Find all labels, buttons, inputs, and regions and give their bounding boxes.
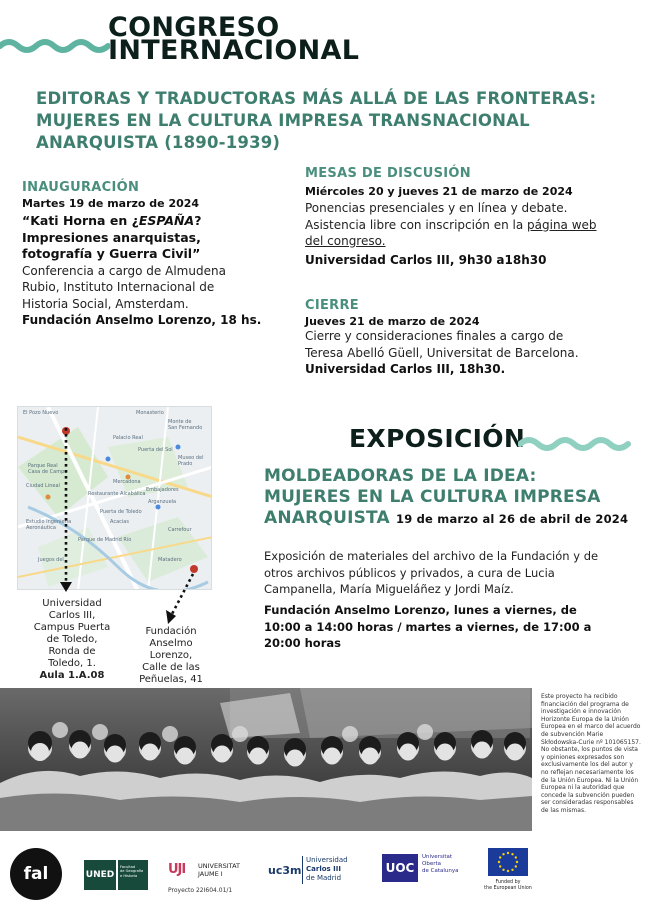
uji-name-line: UNIVERSITAT xyxy=(198,862,241,870)
uned-sub-line: e Historia xyxy=(120,873,138,878)
map-label: Ciudad Lineal xyxy=(26,483,60,489)
mesas-line-2-text: Asistencia libre con inscripción en la xyxy=(305,217,528,232)
expo-place-line: Fundación Anselmo Lorenzo, lunes a viernes, de xyxy=(264,603,577,617)
main-title xyxy=(36,88,626,154)
cierre-desc-2: Teresa Abelló Güell, Universitat de Barcelona. xyxy=(305,345,579,360)
uned-faculty xyxy=(118,860,148,890)
main-title-line-2: MUJERES EN LA CULTURA IMPRESA TRANSNACIONAL xyxy=(36,111,530,130)
uoc-logo-mark xyxy=(382,854,418,882)
expo-place-line: 10:00 a 14:00 horas / martes a viernes, de 17:00 a xyxy=(264,619,592,634)
fal-logo xyxy=(10,848,62,900)
eu-caption xyxy=(478,880,538,892)
uc3m-logo-mark: uc3m xyxy=(268,864,302,877)
uc3m-addr-line: de Toledo, xyxy=(46,634,98,645)
cierre-section xyxy=(305,298,635,378)
map-label: Estudio Ingeniería xyxy=(26,519,72,525)
inauguracion-description xyxy=(22,263,282,313)
decorative-wave-left xyxy=(0,36,110,56)
cierre-desc-1: Cierre y consideraciones finales a cargo de xyxy=(305,329,564,343)
mesas-section xyxy=(305,166,635,268)
uned-sub-line: Facultad xyxy=(120,865,136,869)
uoc-name-line: Universitat xyxy=(422,854,453,860)
exposicion-heading: EXPOSICIÓN xyxy=(349,424,526,453)
decorative-wave-right xyxy=(518,434,638,454)
main-title-line-1: EDITORAS Y TRADUCTORAS MÁS ALLÁ DE LAS FRONTERAS: xyxy=(36,89,597,108)
eu-flag-icon xyxy=(488,848,528,876)
map-label: Arganzuela xyxy=(148,499,177,505)
uc3m-divider xyxy=(302,856,303,884)
eu-stars-icon xyxy=(488,848,528,876)
fal-address xyxy=(132,626,210,686)
uc3m-addr-line: Universidad xyxy=(42,598,102,609)
logos-row xyxy=(0,840,648,906)
map-label: Museo del xyxy=(178,455,204,461)
map-label: Monte de xyxy=(168,419,192,425)
map-label: Acacias xyxy=(110,519,129,525)
uc3m-name-line: de Madrid xyxy=(306,874,342,882)
uc3m-logo-name xyxy=(306,856,348,883)
uned-sub-line: de Geografía xyxy=(120,869,144,874)
exposicion-place xyxy=(264,602,639,652)
uoc-name-line: de Catalunya xyxy=(422,868,459,874)
cierre-heading: CIERRE xyxy=(305,298,359,313)
map-label: Restaurante Alcabálica xyxy=(88,491,146,497)
inauguracion-section xyxy=(22,180,282,329)
mesas-place: Universidad Carlos III, 9h30 a18h30 xyxy=(305,252,547,267)
mesas-line-3 xyxy=(305,233,635,250)
expo-desc-line: Exposición de materiales del archivo de la Fundación y de xyxy=(264,549,599,563)
uc3m-room: Aula 1.A.08 xyxy=(39,670,105,681)
map-label: Parque Real xyxy=(28,463,58,469)
expo-desc-line: otros archivos públicos y privados, a cura de Lucia xyxy=(264,565,555,580)
uji-logo-mark: UJI xyxy=(168,862,186,877)
uji-name-line: JAUME I xyxy=(198,870,223,878)
fal-addr-line: Anselmo xyxy=(149,638,193,649)
map-label: Carrefour xyxy=(168,527,192,533)
mesas-line-2 xyxy=(305,217,635,234)
historical-photo-women xyxy=(0,688,532,831)
fal-addr-line: Calle de las xyxy=(142,662,200,673)
expo-title-line-1: MOLDEADORAS DE LA IDEA: xyxy=(264,466,537,486)
uc3m-name-line: Carlos III xyxy=(306,865,341,873)
mesas-line-1: Ponencias presenciales y en línea y debate. xyxy=(305,201,568,215)
mesas-heading: MESAS DE DISCUSIÓN xyxy=(305,166,471,181)
uned-logo xyxy=(84,860,116,890)
uc3m-name-line: Universidad xyxy=(306,856,348,864)
fal-addr-line: Lorenzo, xyxy=(149,650,193,661)
congress-webpage-link-2[interactable]: del congreso. xyxy=(305,234,386,248)
cierre-date: Jueves 21 de marzo de 2024 xyxy=(305,315,480,328)
talk-title-em: ESPAÑA xyxy=(138,213,195,228)
desc-line-3: Historia Social, Amsterdam. xyxy=(22,296,189,311)
map-label: Puerta de Toledo xyxy=(100,509,142,515)
map-label: Casa de Campo xyxy=(28,469,68,475)
map-label: San Fernando xyxy=(168,425,203,431)
expo-place-line: 20:00 horas xyxy=(264,636,341,650)
map-label: Aeronáutica xyxy=(26,525,56,531)
map-label: Mercadona xyxy=(113,479,141,485)
map-label: Puerta del Sol xyxy=(138,447,173,453)
eu-caption-line: Funded by xyxy=(495,880,521,885)
uoc-mark-text: UOC xyxy=(385,861,415,875)
talk-title-pre: “Kati Horna en ¿ xyxy=(22,213,139,228)
eu-funding-note: Este proyecto ha recibido financiación del programa de investigación e innovación Horizonte Europa de la Unión Europea en el marco del acuerdo de subvención Marie Skłodowska-Curie nº 101065157. No obstante, los puntos de vista y opiniones expresados son exclusivamente los del autor y no reflejan necesariamente los de la Unión Europea. Ni la Unión Europea ni la autoridad que concede la subvención pueden ser consideradas responsables de las mismas. xyxy=(541,693,641,814)
inauguracion-place: Fundación Anselmo Lorenzo, 18 hs. xyxy=(22,313,262,327)
map-label: Parque de Madrid Río xyxy=(78,537,132,543)
exposicion-description xyxy=(264,548,639,598)
map-label: Embajadores xyxy=(146,487,179,493)
map-label: Monasterio xyxy=(136,410,164,416)
map-label: Prado xyxy=(178,461,193,467)
mesas-date: Miércoles 20 y jueves 21 de marzo de 2024 xyxy=(305,185,573,198)
expo-desc-line: Campanella, María Migueláñez y Jordi Maíz. xyxy=(264,582,514,596)
expo-title-line-2: MUJERES EN LA CULTURA IMPRESA xyxy=(264,487,601,507)
exposicion-title xyxy=(264,466,634,530)
uoc-name-line: Oberta xyxy=(422,861,441,867)
desc-line-1: Conferencia a cargo de Almudena xyxy=(22,263,226,278)
talk-title-line-3: fotografía y Guerra Civil” xyxy=(22,246,201,261)
uc3m-addr-line: Campus Puerta xyxy=(33,622,111,633)
fal-addr-line: Fundación xyxy=(145,626,197,637)
fal-addr-line: Peñuelas, 41 xyxy=(139,674,203,685)
project-code: Proyecto 22I604.01/1 xyxy=(168,887,233,894)
photo-graphic xyxy=(0,688,532,831)
congress-webpage-link[interactable]: página web xyxy=(527,217,597,232)
map-label: Juegos del xyxy=(38,557,64,563)
congreso-heading xyxy=(108,12,360,66)
inauguracion-talk-title xyxy=(22,213,282,263)
uc3m-addr-line: Carlos III, xyxy=(48,610,96,621)
exposicion-dates: 19 de marzo al 26 de abril de 2024 xyxy=(396,512,629,526)
expo-title-last: ANARQUISTA xyxy=(264,508,390,528)
talk-title-line-2: Impresiones anarquistas, xyxy=(22,229,201,245)
desc-line-2: Rubio, Instituto Internacional de xyxy=(22,280,215,294)
fal-logo-text: fal xyxy=(23,864,49,884)
talk-title-post: ? xyxy=(194,213,202,228)
map-label: Palacio Real xyxy=(113,435,143,441)
uc3m-address xyxy=(33,598,111,682)
map-label: Matadero xyxy=(158,557,182,563)
uned-logo-text: UNED xyxy=(85,870,115,880)
inauguracion-heading: INAUGURACIÓN xyxy=(22,180,140,195)
uc3m-addr-line: Ronda de xyxy=(48,646,96,657)
congreso-line-1: CONGRESO xyxy=(108,12,280,43)
uc3m-addr-line: Toledo, 1. xyxy=(48,658,96,669)
expo-title-line-3 xyxy=(264,508,634,530)
inauguracion-date: Martes 19 de marzo de 2024 xyxy=(22,197,200,210)
uji-logo-name xyxy=(198,862,240,878)
map-label: El Pozo Nuevo xyxy=(23,410,59,416)
uoc-logo-name xyxy=(422,854,459,875)
eu-caption-line: the European Union xyxy=(484,886,532,891)
cierre-place: Universidad Carlos III, 18h30. xyxy=(305,362,506,376)
main-title-line-3: ANARQUISTA (1890-1939) xyxy=(36,133,281,152)
congreso-line-2: INTERNACIONAL xyxy=(108,35,360,66)
